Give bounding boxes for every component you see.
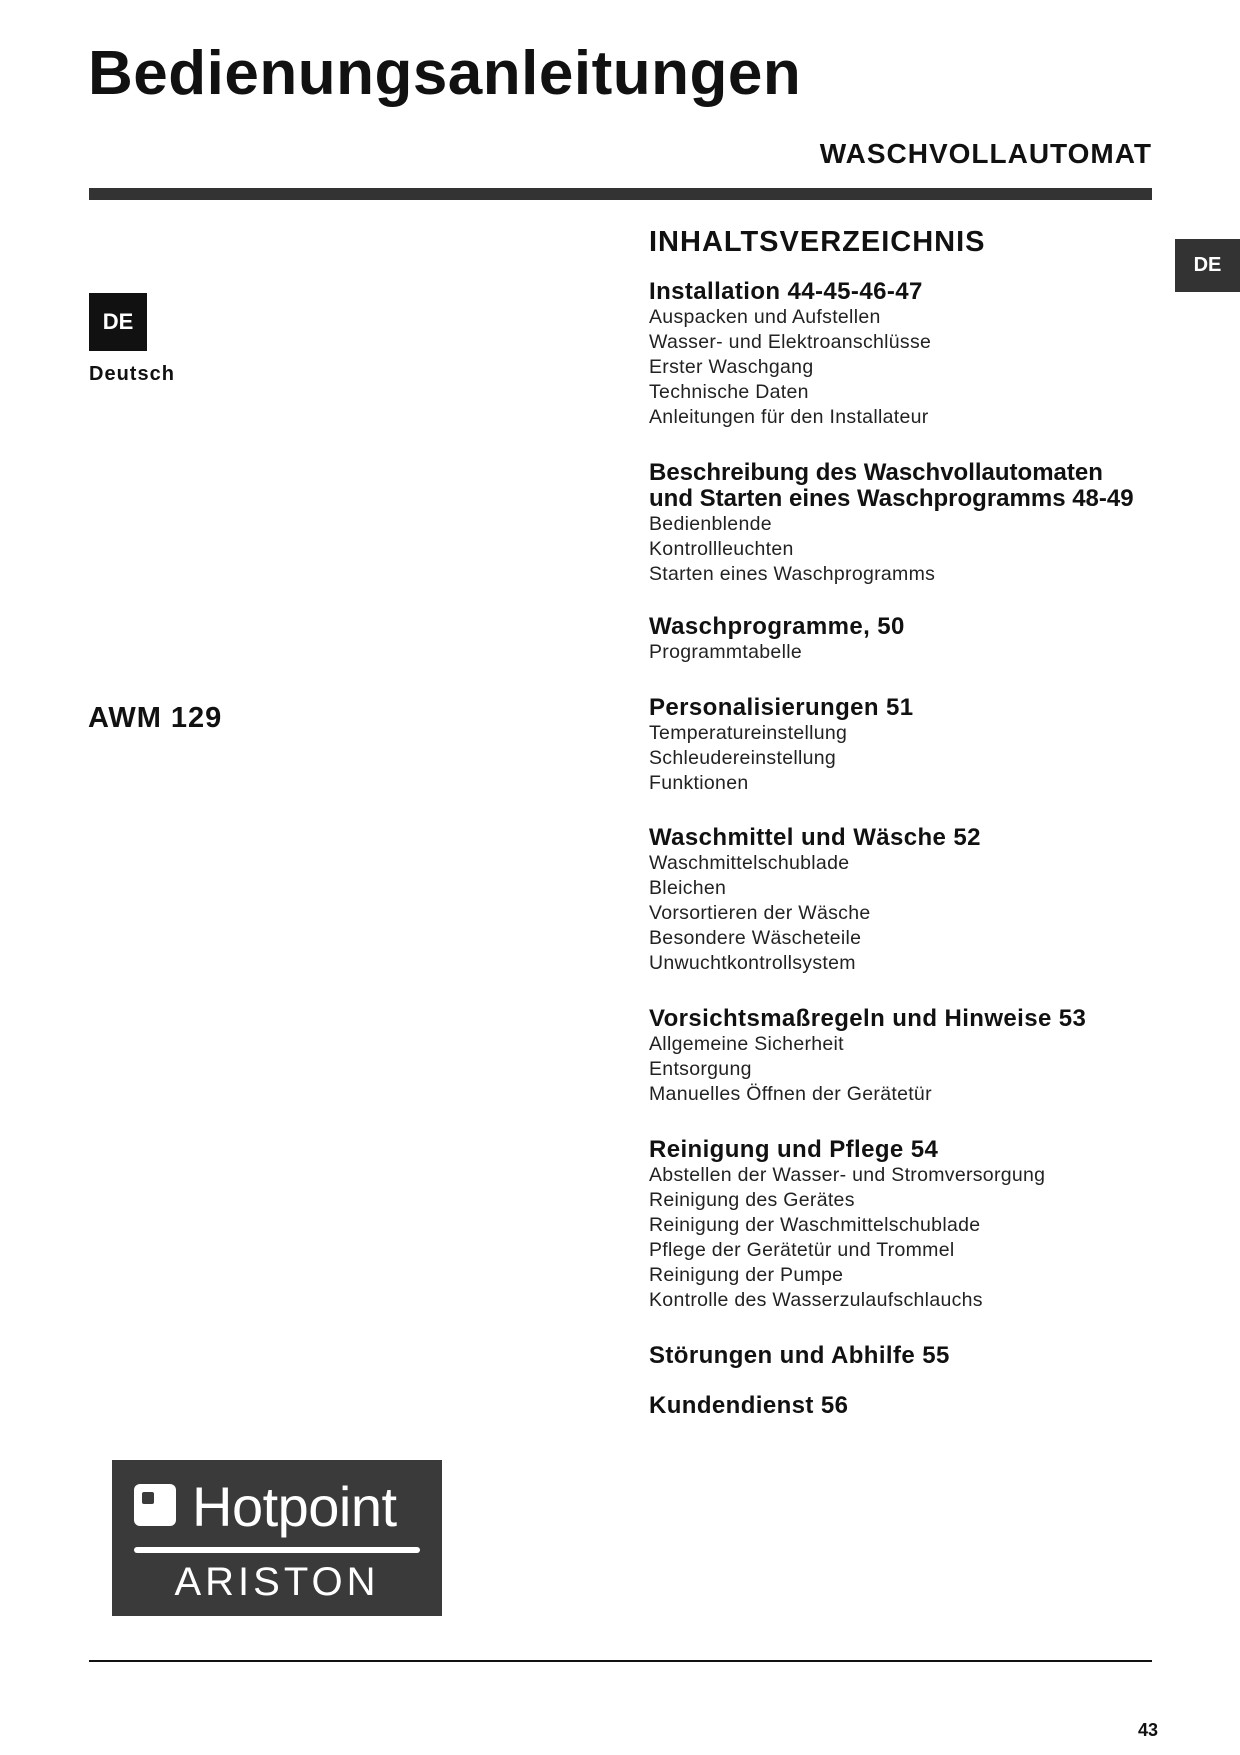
table-of-contents	[649, 226, 1169, 1442]
toc-item-list	[649, 640, 1169, 665]
toc-section-personalisierungen	[649, 695, 1169, 796]
toc-section-vorsichtsmassregeln	[649, 1006, 1169, 1107]
language-badge: DE	[89, 293, 147, 351]
toc-item[interactable]: Reinigung der Pumpe	[649, 1264, 844, 1286]
toc-item[interactable]: Besondere Wäscheteile	[649, 927, 862, 949]
toc-item[interactable]: Erster Waschgang	[649, 356, 814, 378]
toc-item[interactable]: Manuelles Öffnen der Gerätetür	[649, 1083, 932, 1105]
toc-item[interactable]: Anleitungen für den Installateur	[649, 406, 929, 428]
toc-item[interactable]: Temperatureinstellung	[649, 722, 848, 744]
header-divider	[89, 188, 1152, 200]
toc-section-title[interactable]: Vorsichtsmaßregeln und Hinweise 53	[649, 1005, 1087, 1032]
toc-item[interactable]: Reinigung der Waschmittelschublade	[649, 1214, 981, 1236]
toc-item[interactable]: Kontrolle des Wasserzulaufschlauchs	[649, 1289, 983, 1311]
toc-item-list	[649, 1032, 1169, 1107]
toc-section-beschreibung	[649, 460, 1169, 587]
language-side-tab[interactable]: DE	[1175, 239, 1240, 292]
toc-section-title[interactable]: Beschreibung des Waschvollautomaten	[649, 459, 1103, 486]
toc-section-title[interactable]: Störungen und Abhilfe 55	[649, 1342, 950, 1369]
toc-item-list	[649, 512, 1169, 587]
toc-item[interactable]: Pflege der Gerätetür und Trommel	[649, 1239, 955, 1261]
toc-item-list	[649, 851, 1169, 976]
toc-item[interactable]: Starten eines Waschprogramms	[649, 563, 936, 585]
toc-section-title-continued[interactable]: und Starten eines Waschprogramms 48-49	[649, 485, 1134, 512]
toc-item[interactable]: Reinigung des Gerätes	[649, 1189, 855, 1211]
logo-divider	[134, 1547, 420, 1553]
product-type-subtitle: WASCHVOLLAUTOMAT	[819, 138, 1152, 169]
toc-item-list	[649, 305, 1169, 430]
hotpoint-ariston-logo	[112, 1460, 442, 1616]
toc-section-title[interactable]: Reinigung und Pflege 54	[649, 1136, 939, 1163]
page-title: Bedienungsanleitungen	[88, 39, 802, 108]
toc-item[interactable]: Abstellen der Wasser- und Stromversorgung	[649, 1164, 1046, 1186]
toc-section-title[interactable]: Kundendienst 56	[649, 1392, 849, 1419]
toc-item[interactable]: Kontrollleuchten	[649, 538, 794, 560]
toc-heading: INHALTSVERZEICHNIS	[649, 226, 986, 258]
toc-item[interactable]: Schleudereinstellung	[649, 747, 837, 769]
toc-item[interactable]: Allgemeine Sicherheit	[649, 1033, 844, 1055]
toc-item-list	[649, 721, 1169, 796]
toc-item[interactable]: Technische Daten	[649, 381, 809, 403]
logo-subbrand-text: ARISTON	[174, 1560, 380, 1604]
toc-item-list	[649, 1163, 1169, 1313]
toc-item[interactable]: Vorsortieren der Wäsche	[649, 902, 871, 924]
toc-item[interactable]: Programmtabelle	[649, 641, 802, 663]
toc-item[interactable]: Bleichen	[649, 877, 727, 899]
toc-item[interactable]: Wasser- und Elektroanschlüsse	[649, 331, 932, 353]
toc-section-waschmittel	[649, 825, 1169, 976]
toc-section-kundendienst	[649, 1393, 1169, 1419]
toc-item[interactable]: Auspacken und Aufstellen	[649, 306, 881, 328]
toc-section-title[interactable]: Waschprogramme, 50	[649, 613, 905, 640]
toc-section-stoerungen	[649, 1343, 1169, 1369]
brand-square-icon	[134, 1484, 176, 1526]
model-number: AWM 129	[88, 702, 223, 734]
toc-item[interactable]: Bedienblende	[649, 513, 772, 535]
language-label: Deutsch	[89, 363, 175, 385]
toc-item[interactable]: Waschmittelschublade	[649, 852, 850, 874]
footer-divider	[89, 1660, 1152, 1662]
toc-item[interactable]: Unwuchtkontrollsystem	[649, 952, 856, 974]
toc-section-installation	[649, 279, 1169, 430]
toc-section-waschprogramme	[649, 614, 1169, 665]
toc-section-title[interactable]: Personalisierungen 51	[649, 694, 914, 721]
logo-brand-text: Hotpoint	[192, 1475, 397, 1538]
toc-section-title[interactable]: Waschmittel und Wäsche 52	[649, 824, 981, 851]
toc-section-reinigung	[649, 1137, 1169, 1313]
toc-section-title[interactable]: Installation 44-45-46-47	[649, 278, 923, 305]
page-number: 43	[1137, 1720, 1158, 1740]
toc-item[interactable]: Funktionen	[649, 772, 749, 794]
toc-item[interactable]: Entsorgung	[649, 1058, 752, 1080]
